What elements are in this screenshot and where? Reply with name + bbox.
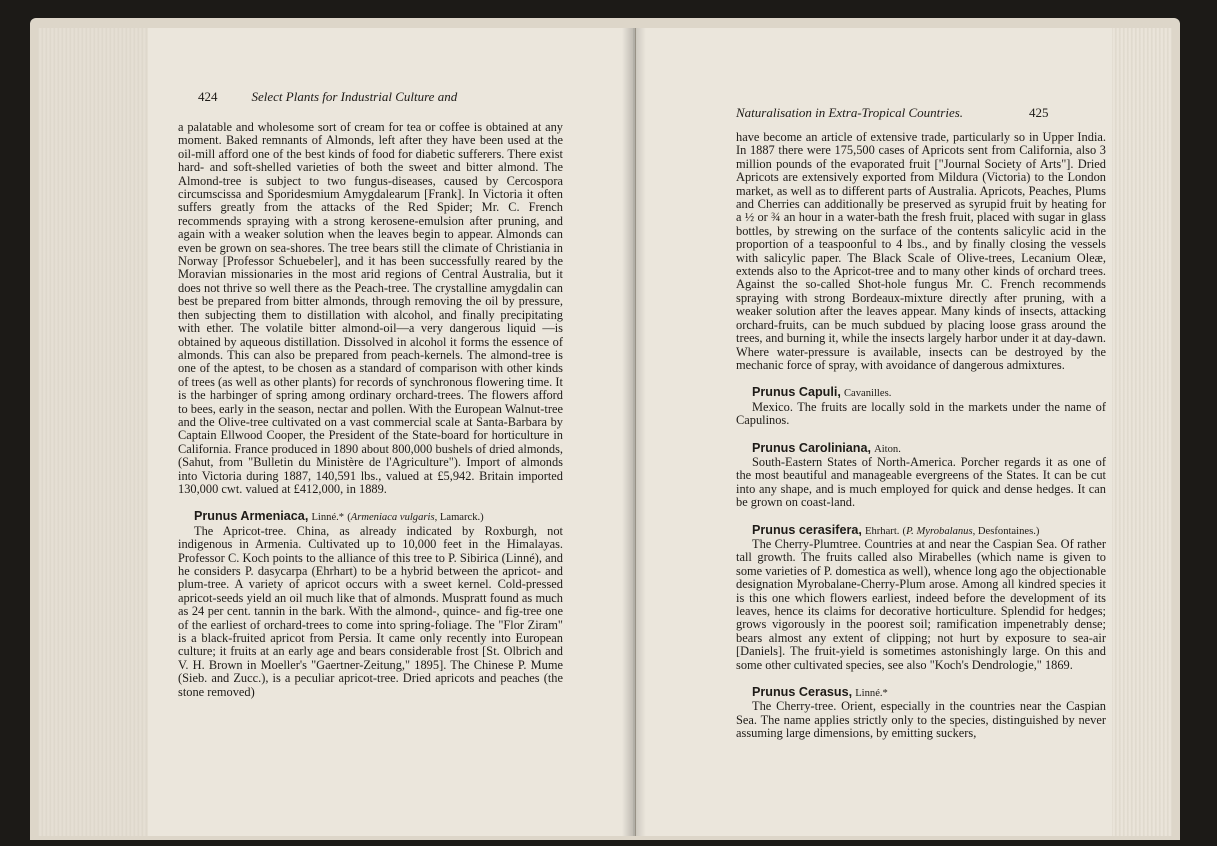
entry-body: The Cherry-tree. Orient, especially in the countries near the Caspian Sea. The name applies strictly only to the species, distinguished by never assuming large dimensions, by emitting suckers,: [736, 699, 1106, 741]
running-title: Select Plants for Industrial Culture and: [251, 89, 458, 104]
left-text-block: [178, 121, 563, 699]
species-name: Prunus Cerasus,: [752, 685, 853, 700]
book-gutter: [622, 28, 646, 836]
species-authority: Cavanilles.: [843, 388, 892, 400]
entry-body: Mexico. The fruits are locally sold in the markets under the name of Capulinos.: [736, 399, 1106, 428]
entry-heading: [736, 386, 1106, 400]
entry-body: The Cherry-Plumtree. Countries at and near the Caspian Sea. Of rather tall growth. The fruits called also Mirabelles (which name is given to some varieties of P. domestica as well), whence long ago the objectionable designation Myrobalane-Cherry-Plum arose. Among all kindred species it is this one which flowers earliest, indeed before the development of its leaves, hence its claims for decorative horticulture. Splendid for hedges; grows vigorously in the poorest soil; ramification impenetrably dense; bears almost any extent of clipping; not hurt by exposure to sea-air [Daniels]. The fruit-yield is sometimes astonishingly large. On this and some other cultivated species, see also "Koch's Dendrologie," 1869.: [736, 536, 1106, 672]
species-name: Prunus Capuli,: [752, 385, 841, 400]
entry-heading: [736, 442, 1106, 456]
left-page: [38, 28, 636, 836]
species-authority: Linné.*: [311, 512, 345, 524]
page-number: 424: [198, 89, 218, 104]
entry-heading: [736, 524, 1106, 538]
species-name: Prunus Armeniaca,: [194, 509, 309, 524]
species-authority: Aiton.: [874, 443, 901, 455]
synonym: (P. Myrobalanus, Desfontaines.): [902, 525, 1040, 537]
entry-heading: [178, 510, 563, 524]
entry-body: South-Eastern States of North-America. Porcher regards it as one of the most beautiful and manageable evergreens of the States. It can be cut into any shape, and is much employed for quick and dense hedges. It can be grown on coast-land.: [736, 454, 1106, 510]
right-page: [636, 28, 1172, 836]
entry-body: The Apricot-tree. China, as already indicated by Roxburgh, not indigenous in Armenia. Cultivated up to 10,000 feet in the Himalayas. Professor C. Koch points to the alliance of this tree to P. Sibirica (Linné), and he considers P. dasycarpa (Ehrhart) to be a hybrid between the apricot- and plum-tree. A variety of apricot occurs with a sweet kernel. Cold-pressed apricot-seeds yield an oil much like that of almonds. Muspratt found as much as 24 per cent. tannin in the bark. With the almond-, quince- and fig-tree one of the earliest of orchard-trees to come into spring-foliage. The "Flor Ziram" is a black-fruited apricot from Persia. It came only recently into European culture; it fruits at an early age and bears considerable frost [St. Olbrich and V. H. Brown in Moeller's "Gaertner-Zeitung," 1895]. The Chinese P. Mume (Sieb. and Zucc.), is a peculiar apricot-tree. Dried apricots and peaches (the stone removed): [178, 523, 563, 699]
running-title: Naturalisation in Extra-Tropical Countries.: [736, 105, 964, 120]
left-running-head: [198, 90, 457, 104]
entry-heading: [736, 686, 1106, 700]
synonym: (Armeniaca vulgaris, Lamarck.): [347, 512, 484, 524]
paragraph: have become an article of extensive trade, particularly so in Upper India. In 1887 there were 175,500 cases of Apricots sent from California, also 3 million pounds of the evaporated fruit ["Journal Society of Arts"]. Dried Apricots are extensively exported from Mildura (Victoria) to the London market, as well as to different parts of Australia. Apricots, Peaches, Plums and Cherries can additionally be preserved as syrupid fruit by heating for a ½ or ¾ an hour in a water-bath the fresh fruit, placed with sugar in glass bottles, by strewing on the surface of the contents salicylic acid in the proportion of a teaspoonful to 4 lbs., and by finally closing the vessels with salicylic paper. The Black Scale of Olive-trees, Lecanium Oleæ, extends also to the Apricot-tree and to many other kinds of orchard trees. Against the so-called Shot-hole fungus Mr. C. French recommends spraying with strong Bordeaux-mixture directly after pruning, with a weaker solution after the leaves appear. Many kinds of insects, attacking orchard-fruits, can be much subdued by placing loose grass around the trees, and burning it, while the insects largely harbor under it at day-dawn. Where water-pressure is available, insects can be destroyed by the mechanic force of spray, with avoidance of dangerous admixtures.: [736, 130, 1106, 372]
paragraph: a palatable and wholesome sort of cream for tea or coffee is obtained at any moment. Baked remnants of Almonds, left after they have been used at the oil-mill afford one of the best kinds of food for diabetic sufferers. There exist hard- and soft-shelled varieties of both the sweet and bitter almond. The Almond-tree is subject to two fungus-diseases, caused by Cercospora circumscissa and Sporidesmium Amygdalearum [Frank]. In Victoria it often suffers greatly from the attacks of the Red Spider; Mr. C. French recommends spraying with a strong kerosene-emulsion after pruning, and again with a weaker solution when the leaves begin to appear. Almonds can even be grown on sea-shores. The tree bears still the climate of Christiania in Norway [Professor Schuebeler], and it has been successfully reared by the Moravian missionaries in the most arid regions of Central Australia, but it does not thrive so well there as the Peach-tree. The crystalline amygdalin can best be prepared from bitter almonds, through removing the oil by pressure, then subjecting them to distillation with alcohol, and finally precipitating with ether. The volatile bitter almond-oil—a very dangerous liquid —is obtained by aqueous distillation. Dissolved in alcohol it forms the essence of almonds. This can also be prepared from peach-kernels. The almond-tree is one of the aptest, to be chosen as a standard of comparison with other kinds of trees (as well as other plants) for records of synchronous flowering time. It is the harbinger of spring among ordinary orchard-trees. The flowers afford to bees, early in the season, nectar and pollen. With the European Walnut-tree and the Olive-tree cultivated on a vast commercial scale at Santa-Barbara by Captain Ellwood Cooper, the President of the State-board for horticulture in California. France produced in 1890 about 800,000 bushels of dried almonds, (Sahut, from "Bulletin du Ministère de l'Agriculture"). Import of almonds into Victoria during 1887, 140,591 lbs., valued at £5,942. Britain imported 130,000 cwt. valued at £412,000, in 1889.: [178, 120, 563, 496]
book-spread: [30, 18, 1180, 840]
species-name: Prunus cerasifera,: [752, 522, 862, 537]
species-authority: Ehrhart.: [865, 525, 900, 537]
page-number: 425: [1029, 105, 1049, 120]
species-authority: Linné.*: [855, 688, 888, 700]
right-text-block: [736, 131, 1106, 741]
species-name: Prunus Caroliniana,: [752, 440, 871, 455]
right-running-head: [736, 106, 1049, 120]
